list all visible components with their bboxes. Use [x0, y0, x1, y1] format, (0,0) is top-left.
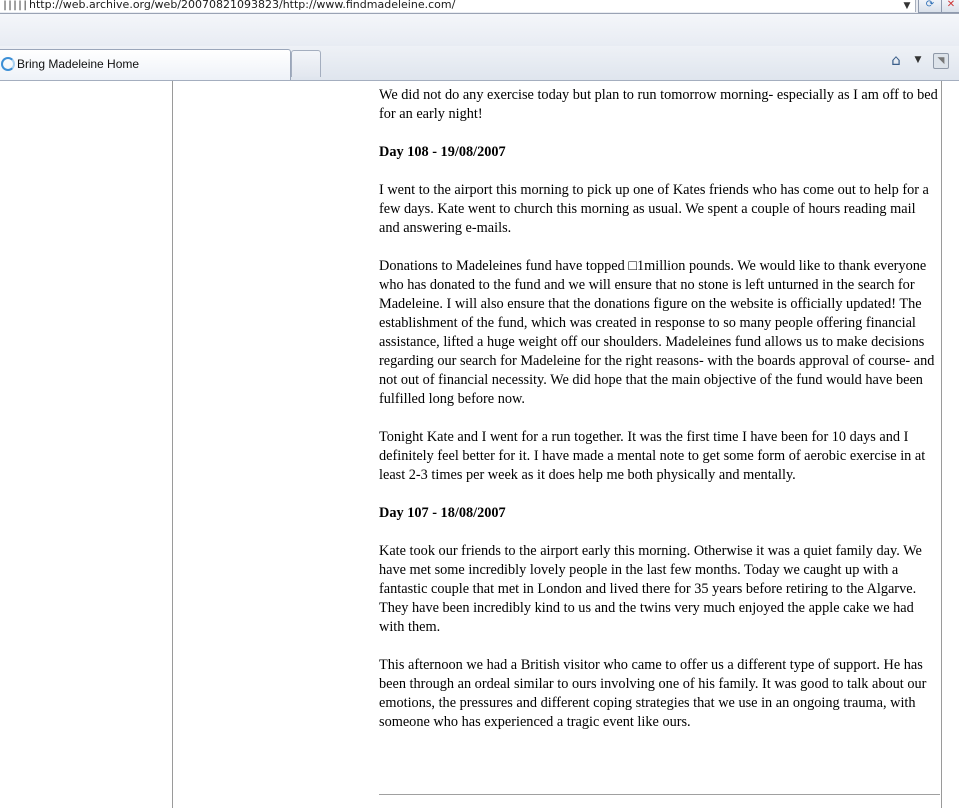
- chevron-down-icon[interactable]: ▼: [914, 55, 922, 65]
- entry-paragraph: Donations to Madeleines fund have topped □1million pounds. We would like to thank everyone who has donated to the fund and we will ensure that no stone is left unturned in the search for Madeleine. I will also ensure that the donations figure on the website is officially updated! The establishment of the fund, which was created in response to so many people offering financial assistance, lifted a huge weight off our shoulders. Madeleines fund allows us to make decisions regarding our search for Madeleine for the right reasons- with the boards approval of course- and not out of financial necessity. We did hope that the main objective of the fund would have been fulfilled long before now.: [379, 258, 935, 407]
- entry-paragraph: I went to the airport this morning to pick up one of Kates friends who has come out to help for a few days. Kate went to church this morning as usual. We spent a couple of hours reading mail and answering e-mails.: [379, 182, 929, 236]
- entry-paragraph: Kate took our friends to the airport early this morning. Otherwise it was a quiet family day. We have met some incredibly lovely people in the last few months. Today we caught up with a fantastic couple that met in London and lived there for 35 years before retiring to the Algarve. They have been incredibly kind to us and the twins very much enjoyed the apple cake we had with them.: [379, 543, 922, 635]
- diary-content: [379, 86, 939, 751]
- chevron-down-icon[interactable]: ▼: [903, 1, 911, 11]
- command-bar: [0, 14, 959, 46]
- ie-page-icon: [1, 57, 15, 71]
- close-icon[interactable]: ✕: [941, 0, 959, 13]
- column-divider-left: [172, 81, 173, 808]
- address-field[interactable]: [0, 0, 916, 12]
- page-viewport: [0, 81, 959, 808]
- barcode-favicon-icon: |||||: [2, 0, 28, 11]
- address-url[interactable]: http://web.archive.org/web/20070821093823/http://www.findmadeleine.com/: [29, 0, 456, 11]
- refresh-icon[interactable]: ⟳: [918, 0, 942, 13]
- column-divider-right: [941, 81, 942, 808]
- rss-feed-icon[interactable]: ◥: [933, 53, 949, 69]
- content-divider: [379, 794, 940, 795]
- intro-paragraph: We did not do any exercise today but plan to run tomorrow morning- especially as I am off to bed for an early night!: [379, 87, 938, 122]
- home-icon[interactable]: ⌂: [891, 51, 901, 69]
- address-bar: [0, 0, 959, 14]
- tab-title: Bring Madeleine Home: [17, 57, 140, 71]
- tab-bring-madeleine-home[interactable]: [0, 49, 291, 80]
- entry-paragraph: Tonight Kate and I went for a run together. It was the first time I have been for 10 days and I definitely feel better for it. I have made a mental note to get some form of aerobic exercise in at least 2-3 times per week as it does help me both physically and mentally.: [379, 429, 926, 483]
- tab-strip: [0, 46, 959, 81]
- day-heading: Day 107 - 18/08/2007: [379, 505, 506, 521]
- entry-paragraph: This afternoon we had a British visitor who came to offer us a different type of support. He has been through an ordeal similar to ours involving one of his family. It was good to talk about our emotions, the pressures and different coping strategies that we use in an ongoing trauma, with someone who has experienced a tragic event like ours.: [379, 657, 927, 730]
- new-tab-button[interactable]: [291, 50, 321, 77]
- day-heading: Day 108 - 19/08/2007: [379, 144, 506, 160]
